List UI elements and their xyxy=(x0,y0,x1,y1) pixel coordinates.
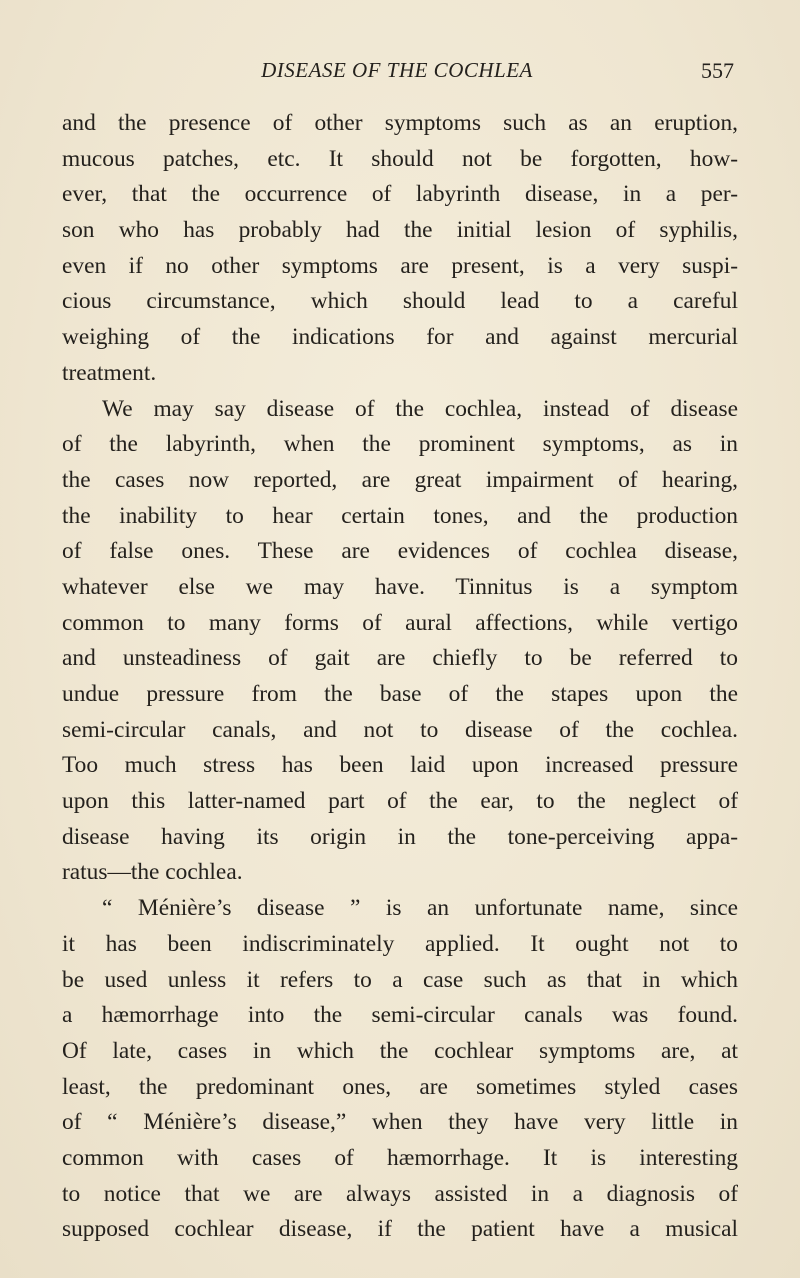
text-line: weighing of the indications for and against mercurial xyxy=(62,324,738,351)
text-line: it has been indiscriminately applied. It ought not to xyxy=(62,930,738,957)
text-line: and unsteadiness of gait are chiefly to be referred to xyxy=(62,645,738,672)
text-line: of “ Ménière’s disease,” when they have very little in xyxy=(62,1109,738,1136)
text-line: of the labyrinth, when the prominent symptoms, as in xyxy=(62,431,738,458)
text-line: common with cases of hæmorrhage. It is interesting xyxy=(62,1144,738,1171)
text-line: Of late, cases in which the cochlear symptoms are, at xyxy=(62,1037,738,1064)
text-line: treatment. xyxy=(62,359,157,386)
text-line: the cases now reported, are great impairment of hearing, xyxy=(62,466,738,493)
text-line: son who has probably had the initial lesion of syphilis, xyxy=(62,217,738,244)
text-line: “ Ménière’s disease ” is an unfortunate name, since xyxy=(102,895,738,922)
page-number: 557 xyxy=(701,58,734,83)
text-line: be used unless it refers to a case such as that in which xyxy=(62,966,738,993)
text-line: semi-circular canals, and not to disease of the cochlea. xyxy=(62,716,738,743)
running-title: DISEASE OF THE COCHLEA xyxy=(261,58,533,82)
text-line: whatever else we may have. Tinnitus is a symptom xyxy=(62,573,738,600)
text-line: upon this latter-named part of the ear, to the neglect of xyxy=(62,788,738,815)
text-line: ratus—the cochlea. xyxy=(62,859,243,886)
text-line: ever, that the occurrence of labyrinth disease, in a per- xyxy=(62,181,738,208)
text-line: disease having its origin in the tone-perceiving appa- xyxy=(62,823,738,850)
text-line: of false ones. These are evidences of cochlea disease, xyxy=(62,538,738,565)
text-line: even if no other symptoms are present, is a very suspi- xyxy=(62,252,738,279)
text-line: undue pressure from the base of the stapes upon the xyxy=(62,681,738,707)
text-line: We may say disease of the cochlea, instead of disease xyxy=(102,395,738,422)
body-text xyxy=(62,106,738,1248)
text-line: a hæmorrhage into the semi-circular canals was found. xyxy=(62,1002,738,1029)
text-line: Too much stress has been laid upon increased pressure xyxy=(62,752,738,779)
text-line: to notice that we are always assisted in a diagnosis of xyxy=(62,1180,738,1207)
text-line: the inability to hear certain tones, and the production xyxy=(62,502,738,529)
text-line: least, the predominant ones, are sometimes styled cases xyxy=(62,1073,738,1100)
text-line: cious circumstance, which should lead to a careful xyxy=(62,288,738,315)
text-line: common to many forms of aural affections, while vertigo xyxy=(62,609,738,636)
text-line: and the presence of other symptoms such as an eruption, xyxy=(62,110,738,136)
text-line: mucous patches, etc. It should not be forgotten, how- xyxy=(62,145,738,172)
text-line: supposed cochlear disease, if the patient have a musical xyxy=(62,1216,738,1243)
